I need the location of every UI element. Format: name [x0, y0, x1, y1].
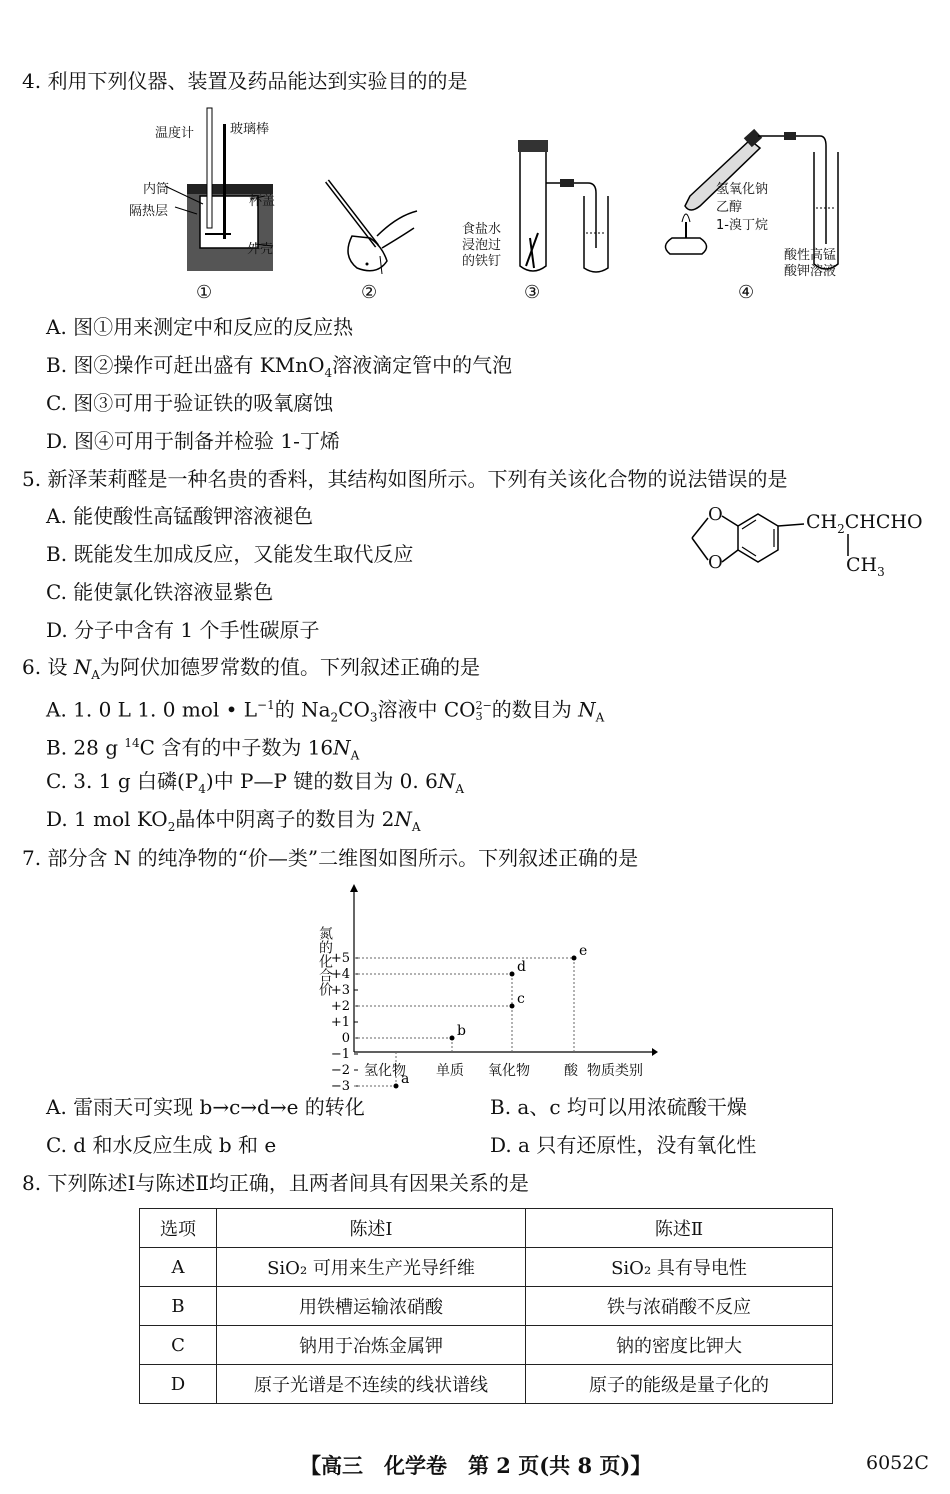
y-tick-label: +2	[330, 999, 350, 1014]
figure-elimination-apparatus	[650, 126, 850, 280]
y-tick-label: +5	[330, 951, 350, 966]
q6a-sup1: −1	[257, 698, 275, 712]
point-b	[450, 1036, 455, 1041]
point-c	[510, 1004, 515, 1009]
q4-option-b	[46, 352, 512, 386]
q6a-p2: 的 Na	[274, 697, 331, 722]
label-soaked: 浸泡过	[462, 238, 502, 253]
figure-burette-hands	[322, 176, 422, 276]
q6d-sub: 2	[167, 820, 176, 834]
point-label-d: d	[517, 959, 526, 975]
q6a-p1: A. 1. 0 L 1. 0 mol • L	[46, 697, 258, 722]
table-header-row	[140, 1209, 833, 1248]
struct-o-bottom: O	[708, 552, 723, 573]
label-insulation: 隔热层	[129, 204, 169, 219]
q7-stem: 7. 部分含 N 的纯净物的“价—类”二维图如图所示。下列叙述正确的是	[22, 846, 639, 870]
q6a-p3: CO	[338, 697, 370, 722]
label-thermometer: 温度计	[155, 126, 195, 141]
q6c-sub: 4	[198, 782, 206, 796]
q6d-p2: 晶体中阴离子的数目为 2	[175, 807, 395, 831]
q6-option-d	[46, 806, 421, 840]
q6a-p5: 的数目为	[491, 697, 579, 722]
point-d	[510, 972, 515, 977]
table-row	[140, 1287, 833, 1326]
figure-calorimeter	[125, 104, 285, 279]
label-kmno4-2: 酸钾溶液	[784, 264, 837, 279]
point-label-e: e	[579, 943, 588, 959]
label-saltwater: 食盐水	[462, 222, 502, 237]
caption-3: ③	[524, 282, 541, 303]
th-statement-1: 陈述Ⅰ	[217, 1209, 526, 1248]
xcat-acid: 酸	[564, 1063, 578, 1079]
q4-b-part2: 溶液滴定管中的气泡	[332, 353, 513, 377]
x-axis-arrow	[652, 1048, 658, 1056]
q6c-na: A	[455, 782, 465, 796]
label-kmno4-1: 酸性高锰	[784, 248, 837, 263]
footer-title: 【高三 化学卷 第 2 页(共 8 页)】	[300, 1453, 652, 1478]
y-tick-label: +1	[330, 1015, 350, 1030]
q8-stem: 8. 下列陈述Ⅰ与陈述Ⅱ均正确，且两者间具有因果关系的是	[22, 1171, 529, 1195]
q4-stem: 4. 利用下列仪器、装置及药品能达到实验目的的是	[22, 69, 468, 93]
cell-statement-1: SiO₂ 可用来生产光导纤维	[217, 1248, 526, 1287]
cell-statement-1: 原子光谱是不连续的线状谱线	[217, 1365, 526, 1404]
footer-code: 6052C	[866, 1452, 929, 1474]
q6d-p1: D. 1 mol KO	[46, 807, 168, 831]
point-label-c: c	[517, 991, 525, 1007]
figure-iron-corrosion	[458, 138, 618, 278]
q6d-n: N	[394, 807, 412, 831]
struct-ch3-sub: 3	[877, 564, 885, 579]
label-naoh: 氢氧化钠	[716, 182, 769, 197]
cell-statement-1: 钠用于冶炼金属钾	[217, 1326, 526, 1365]
q6a-sub3: 3	[475, 710, 483, 724]
caption-1: ①	[196, 282, 213, 303]
xcat-hydride: 氢化物	[364, 1063, 406, 1079]
q6b-sup: 14	[124, 736, 140, 750]
q5-option-c: C. 能使氯化铁溶液显紫色	[46, 580, 274, 604]
label-bromobutane: 1-溴丁烷	[716, 218, 768, 233]
y-tick-label: −1	[330, 1047, 350, 1062]
cell-option: D	[140, 1365, 217, 1404]
xcat-element: 单质	[436, 1063, 464, 1079]
q7-option-c: C. d 和水反应生成 b 和 e	[46, 1133, 277, 1157]
point-a	[394, 1084, 399, 1089]
q6b-n: N	[333, 735, 351, 760]
struct-ch-sub: 2	[837, 521, 845, 536]
q6d-na: A	[411, 820, 421, 834]
q6-option-b	[46, 730, 359, 769]
q4-option-c: C. 图③可用于验证铁的吸氧腐蚀	[46, 391, 334, 415]
label-lid: 杯盖	[249, 194, 276, 209]
q4-b-sub: 4	[324, 366, 333, 380]
q6a-ion-charge	[476, 700, 492, 722]
y-axis-arrow	[350, 884, 358, 892]
q5-option-b: B. 既能发生加成反应，又能发生取代反应	[46, 542, 414, 566]
q6c-p2: )中 P—P 键的数目为 0. 6	[205, 769, 438, 793]
q6a-p4: 溶液中 CO	[377, 697, 476, 722]
table-row	[140, 1365, 833, 1404]
point-label-a: a	[401, 1071, 410, 1087]
q6-stem-a: A	[91, 668, 100, 682]
point-label-b: b	[457, 1023, 466, 1039]
table-row	[140, 1248, 833, 1287]
q6-stem-p2: 为阿伏加德罗常数的值。下列叙述正确的是	[99, 655, 480, 679]
q6b-p2: C 含有的中子数为 16	[139, 735, 334, 760]
y-tick-label: +4	[330, 967, 350, 982]
q4-option-a: A. 图①用来测定中和反应的反应热	[46, 315, 354, 339]
q6c-p1: C. 3. 1 g 白磷(P	[46, 769, 199, 793]
chart-ylabel: 氮的化合价	[317, 926, 333, 996]
label-iron-nail: 的铁钉	[462, 254, 502, 269]
q6-stem-n: N	[73, 655, 92, 679]
cell-statement-2: 铁与浓硝酸不反应	[526, 1287, 833, 1326]
valence-class-chart	[312, 882, 658, 1094]
label-stirrer: 玻璃棒	[230, 122, 270, 137]
cell-statement-2: SiO₂ 具有导电性	[526, 1248, 833, 1287]
q6a-na: A	[595, 710, 605, 725]
cell-option: B	[140, 1287, 217, 1326]
caption-2: ②	[361, 282, 378, 303]
q4-option-d: D. 图④可用于制备并检验 1-丁烯	[46, 429, 340, 453]
y-tick-label: +3	[330, 983, 350, 998]
cell-statement-1: 用铁槽运输浓硝酸	[217, 1287, 526, 1326]
cell-statement-2: 原子的能级是量子化的	[526, 1365, 833, 1404]
structure-jasminal	[686, 500, 931, 584]
struct-methyl	[846, 554, 885, 579]
q5-option-d: D. 分子中含有 1 个手性碳原子	[46, 618, 320, 642]
q6-option-c	[46, 768, 464, 802]
point-e	[572, 956, 577, 961]
q7-option-d: D. a 只有还原性，没有氧化性	[490, 1133, 757, 1157]
cell-statement-2: 钠的密度比钾大	[526, 1326, 833, 1365]
q7-option-b: B. a、c 均可以用浓硫酸干燥	[490, 1095, 747, 1119]
struct-chain	[806, 511, 923, 536]
label-inner-cylinder: 内筒	[143, 182, 170, 197]
th-option: 选项	[140, 1209, 217, 1248]
q6a-sub1: 2	[330, 710, 339, 725]
q6a-n: N	[578, 697, 596, 722]
q6-option-a	[46, 692, 604, 731]
y-tick-label: 0	[341, 1031, 350, 1046]
q6a-sub2: 3	[369, 710, 378, 725]
struct-o-top: O	[708, 504, 723, 525]
q6-stem-p1: 6. 设	[22, 655, 74, 679]
y-tick-label: −2	[330, 1063, 350, 1078]
q6b-na: A	[350, 748, 360, 763]
q6c-n: N	[437, 769, 456, 793]
cell-option: C	[140, 1326, 217, 1365]
chart-svg	[312, 882, 658, 1094]
chart-xlabel: 物质类别	[587, 1063, 643, 1079]
q5-option-a: A. 能使酸性高锰酸钾溶液褪色	[46, 504, 314, 528]
q6b-p1: B. 28 g	[46, 735, 125, 760]
cell-option: A	[140, 1248, 217, 1287]
q7-option-a: A. 雷雨天可实现 b→c→d→e 的转化	[46, 1095, 365, 1119]
th-statement-2: 陈述Ⅱ	[526, 1209, 833, 1248]
label-ethanol: 乙醇	[716, 200, 743, 215]
struct-ch: CH	[806, 511, 838, 533]
q6-stem	[22, 654, 480, 688]
q5-stem: 5. 新泽茉莉醛是一种名贵的香料，其结构如图所示。下列有关该化合物的说法错误的是	[22, 467, 788, 491]
xcat-oxide: 氧化物	[488, 1063, 530, 1079]
q6a-charge: 2−	[475, 699, 492, 713]
struct-chcho: CHCHO	[844, 511, 923, 533]
q4-b-part1: B. 图②操作可赶出盛有 KMnO	[46, 353, 325, 377]
table-row	[140, 1326, 833, 1365]
struct-ch3: CH	[846, 554, 878, 576]
caption-4: ④	[738, 282, 755, 303]
q8-table	[139, 1208, 833, 1404]
y-tick-label: −3	[330, 1079, 350, 1094]
label-shell: 外壳	[247, 242, 274, 257]
burette-hands-drawing	[322, 176, 422, 276]
